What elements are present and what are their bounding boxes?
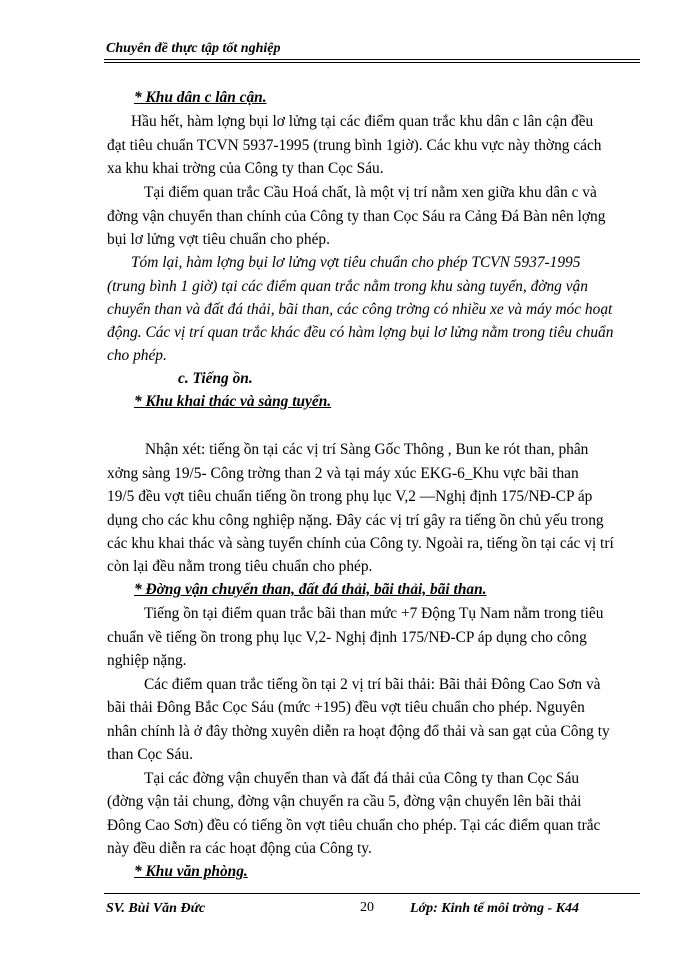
summary-line: Tóm lại, hàm lợng bụi lơ lửng vợt tiêu chuẩn cho phép TCVN 5937-1995 bbox=[131, 254, 581, 271]
paragraph-line: Đông Cao Sơn) đều có tiếng ồn vợt tiêu chuẩn cho phép. Tại các điểm quan trắc bbox=[107, 817, 601, 834]
summary-line: động. Các vị trí quan trắc khác đều có hàm lợng bụi lơ lửng nằm trong tiêu chuẩn bbox=[107, 324, 614, 341]
subheading-transport: * Đờng vận chuyển than, đất đá thải, bãi thải, bãi than. bbox=[134, 581, 487, 598]
paragraph-line: xởng sàng 19/5- Công trờng than 2 và tại máy xúc EKG-6_Khu vực bãi than bbox=[107, 465, 579, 482]
running-header: Chuyên đề thực tập tốt nghiệp bbox=[106, 41, 281, 56]
summary-line: chuyển than và đất đá thải, bãi than, các công trờng có nhiều xe và máy móc hoạt bbox=[107, 301, 613, 318]
paragraph-line: Hầu hết, hàm lợng bụi lơ lửng tại các điểm quan trắc khu dân c lân cận đều bbox=[131, 113, 594, 130]
section-heading-noise: c. Tiếng ồn. bbox=[178, 370, 253, 387]
paragraph-line: Nhận xét: tiếng ồn tại các vị trí Sàng Gốc Thông , Bun ke rót than, phân bbox=[145, 441, 589, 458]
paragraph-line: than Cọc Sáu. bbox=[107, 746, 193, 763]
paragraph-line: các khu khai thác và sàng tuyển chính của Công ty. Ngoài ra, tiếng ồn tại các vị trí bbox=[107, 535, 614, 552]
paragraph-line: còn lại đều nằm trong tiêu chuẩn cho phép. bbox=[107, 558, 373, 575]
paragraph-line: dụng cho các khu công nghiệp nặng. Đây các vị trí gây ra tiếng ồn chủ yếu trong bbox=[107, 512, 604, 529]
summary-line: cho phép. bbox=[107, 347, 167, 364]
header-rule-top bbox=[104, 59, 640, 60]
paragraph-line: chuẩn về tiếng ồn trong phụ lục V,2- Nghị định 175/NĐ-CP áp dụng cho công bbox=[107, 629, 587, 646]
subheading-residential: * Khu dân c lân cận. bbox=[134, 89, 267, 106]
footer-author: SV. Bùi Văn Đức bbox=[106, 901, 206, 916]
paragraph-line: (đờng vận tải chung, đờng vận chuyển ra cầu 5, đờng vận chuyển lên bãi thải bbox=[107, 793, 582, 810]
subheading-mining: * Khu khai thác và sàng tuyển. bbox=[134, 393, 332, 410]
paragraph-line: đạt tiêu chuẩn TCVN 5937-1995 (trung bình 1giờ). Các khu vực này thờng cách bbox=[107, 137, 602, 154]
paragraph-line: Tại điểm quan trắc Cầu Hoá chất, là một vị trí nằm xen giữa khu dân c và bbox=[144, 184, 597, 201]
paragraph-line: đờng vận chuyển than chính của Công ty than Cọc Sáu ra Cảng Đá Bàn nên lợng bbox=[107, 208, 606, 225]
paragraph-line: này đều diễn ra các hoạt động của Công ty. bbox=[107, 840, 372, 857]
summary-line: (trung bình 1 giờ) tại các điểm quan trắc nằm trong khu sàng tuyển, đờng vận bbox=[107, 278, 588, 295]
paragraph-line: 19/5 đều vợt tiêu chuẩn tiếng ồn trong phụ lục V,2 —Nghị định 175/NĐ-CP áp bbox=[107, 488, 593, 505]
paragraph-line: bụi lơ lửng vợt tiêu chuẩn cho phép. bbox=[107, 231, 330, 248]
footer-rule bbox=[104, 893, 640, 894]
paragraph-line: xa khu khai trờng của Công ty than Cọc Sáu. bbox=[107, 160, 384, 177]
subheading-office: * Khu văn phòng. bbox=[134, 863, 248, 880]
header-rule-bottom bbox=[104, 62, 640, 63]
paragraph-line: Các điểm quan trắc tiếng ồn tại 2 vị trí bãi thải: Bãi thải Đông Cao Sơn và bbox=[144, 676, 601, 693]
page-number: 20 bbox=[360, 900, 374, 915]
paragraph-line: nhân chính là ở đây thờng xuyên diễn ra hoạt động đổ thải và san gạt của Công ty bbox=[107, 723, 610, 740]
paragraph-line: Tại các đờng vận chuyển than và đất đá thải của Công ty than Cọc Sáu bbox=[144, 770, 580, 787]
footer-class: Lớp: Kinh tế môi trờng - K44 bbox=[410, 901, 580, 916]
paragraph-line: nghiệp nặng. bbox=[107, 652, 187, 669]
paragraph-line: bãi thải Đông Bắc Cọc Sáu (mức +195) đều vợt tiêu chuẩn cho phép. Nguyên bbox=[107, 699, 585, 716]
paragraph-line: Tiếng ồn tại điểm quan trắc bãi than mức +7 Động Tụ Nam nằm trong tiêu bbox=[144, 605, 604, 622]
